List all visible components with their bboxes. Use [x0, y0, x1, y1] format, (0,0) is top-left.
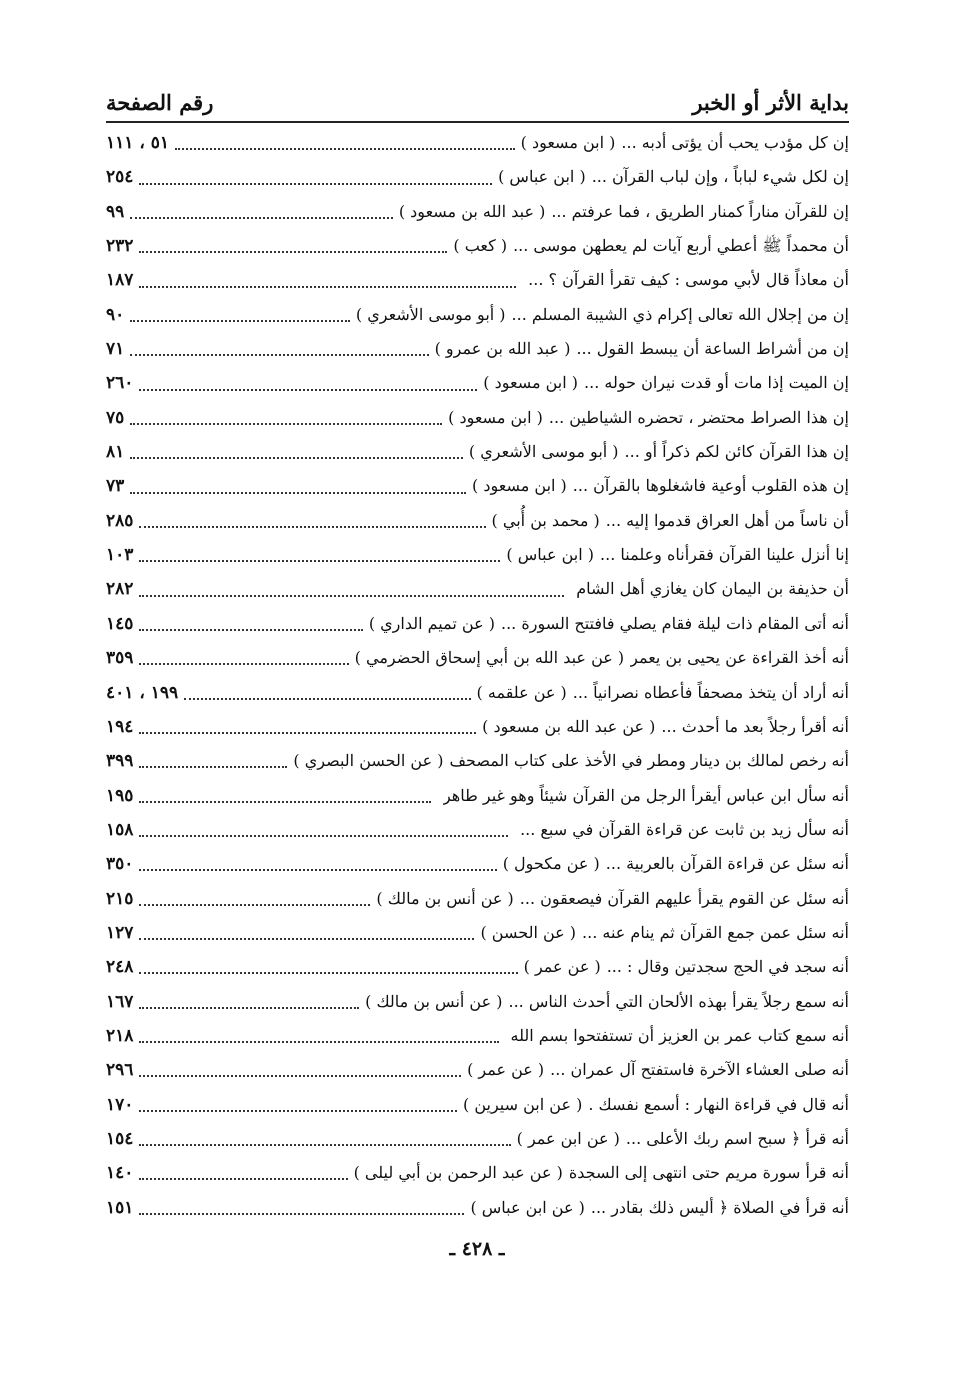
- entry-source: ( عن عبد الله بن أبي إسحاق الحضرمي ): [354, 648, 625, 668]
- index-entry: [106, 985, 849, 1019]
- entry-text: أن محمداً ﷺ أعطي أربع آيات لم يعطهن موسى ...: [513, 236, 849, 256]
- entry-text: أنه رخص لمالك بن دينار ومطر في الأخذ على كتاب المصحف: [449, 751, 849, 771]
- entry-source: ( عن عمر ): [467, 1060, 545, 1080]
- index-entry: [106, 779, 849, 813]
- entry-page-number: ١٢٧: [106, 922, 134, 943]
- index-entry: [106, 950, 849, 984]
- index-entry: [106, 469, 849, 503]
- entry-text: أنه سمع كتاب عمر بن العزيز أن تستفتحوا بسم الله: [510, 1025, 849, 1045]
- dot-leader: [139, 183, 492, 185]
- dot-leader: [139, 904, 370, 906]
- entry-page-number: ٢٩٦: [106, 1060, 134, 1081]
- dot-leader: [139, 526, 485, 528]
- entry-source: ( عن أنس بن مالك ): [376, 888, 514, 908]
- dot-leader: [130, 492, 466, 494]
- dot-leader: [139, 1144, 510, 1146]
- entry-text: أنه سئل عن قراءة القرآن بالعربية ...: [605, 854, 849, 874]
- index-entry: [106, 435, 849, 469]
- index-entry: [106, 1053, 849, 1087]
- entry-page-number: ٢٣٢: [106, 236, 134, 257]
- entry-text: أنه سأل ابن عباس أيقرأ الرجل من القرآن شيئاً وهو غير طاهر: [442, 785, 849, 805]
- entry-page-number: ٧٥: [106, 407, 125, 428]
- index-entry: [106, 263, 849, 297]
- dot-leader: [139, 663, 348, 665]
- entry-text: إن للقرآن مناراً كمنار الطريق ، فما عرفتم ...: [551, 201, 849, 221]
- index-entry: [106, 160, 849, 194]
- dot-leader: [139, 766, 287, 768]
- index-entry: [106, 1191, 849, 1225]
- entry-page-number: ١٤٥: [106, 613, 134, 634]
- entry-text: أنه سأل زيد بن ثابت عن قراءة القرآن في سبع ...: [520, 819, 849, 839]
- index-entry: [106, 195, 849, 229]
- index-entry: [106, 676, 849, 710]
- entry-text: إن من أشراط الساعة أن يبسط القول ...: [576, 339, 849, 359]
- entry-text: إن من إجلال الله تعالى إكرام ذي الشيبة المسلم ...: [511, 304, 849, 324]
- entry-text: أنه أقرأ رجلاً بعد ما أحدث ...: [661, 716, 849, 736]
- entry-source: ( أبو موسى الأشعري ): [355, 304, 506, 324]
- entry-page-number: ٣٥٩: [106, 648, 134, 669]
- column-title: بداية الأثر أو الخبر: [692, 89, 849, 115]
- entry-source: ( عن عبد الرحمن بن أبي ليلى ): [353, 1163, 563, 1183]
- entry-page-number: ٢١٥: [106, 888, 134, 909]
- entry-text: أنه قال في قراءة النهار : أسمع نفسك .: [588, 1094, 849, 1114]
- entry-source: ( عن أنس بن مالك ): [365, 991, 503, 1011]
- index-entry: [106, 641, 849, 675]
- dot-leader: [139, 972, 517, 974]
- entry-text: أنه سجد في الحج سجدتين وقال : ...: [606, 957, 849, 977]
- entry-page-number: ٢٥٤: [106, 167, 134, 188]
- dot-leader: [130, 457, 463, 459]
- dot-leader: [139, 835, 508, 837]
- entry-page-number: ٨١: [106, 442, 125, 463]
- entry-text: أن ناساً من أهل العراق قدموا إليه ...: [605, 510, 849, 530]
- page-header: [106, 84, 849, 120]
- index-entry: [106, 847, 849, 881]
- entry-source: ( عن عبد الله بن مسعود ): [482, 716, 656, 736]
- entry-page-number: ١٩٤: [106, 716, 134, 737]
- dot-leader: [139, 1178, 347, 1180]
- entry-page-number: ٢٨٢: [106, 579, 134, 600]
- entry-page-number: ١٥٨: [106, 819, 134, 840]
- entry-source: ( عن عمر ): [523, 957, 601, 977]
- entry-text: أنه سمع رجلاً يقرأ بهذه الألحان التي أحدث الناس ...: [508, 991, 849, 1011]
- entry-text: إن كل مؤدب يحب أن يؤتى أدبه ...: [621, 133, 849, 152]
- entry-page-number: ٣٥٠: [106, 854, 134, 875]
- dot-leader: [139, 251, 447, 253]
- entry-page-number: ٩٠: [106, 304, 125, 325]
- index-entry: [106, 882, 849, 916]
- entry-text: إن الميت إذا مات أو قدت نيران حوله ...: [584, 373, 849, 393]
- entry-page-number: ١٤٠: [106, 1163, 134, 1184]
- entry-text: أنه قرأ في الصلاة ﴿ أليس ذلك بقادر ...: [590, 1197, 849, 1217]
- entry-source: ( ابن مسعود ): [472, 476, 567, 496]
- dot-leader: [139, 629, 362, 631]
- dot-leader: [139, 1213, 464, 1215]
- dot-leader: [139, 560, 500, 562]
- entry-page-number: ١٠٣: [106, 545, 134, 566]
- index-entry: [106, 332, 849, 366]
- entry-page-number: ٧١: [106, 339, 125, 360]
- dot-leader: [139, 1110, 457, 1112]
- entry-page-number: ٢١٨: [106, 1025, 134, 1046]
- entry-page-number: ٩٩: [106, 201, 125, 222]
- entry-source: ( ابن عباس ): [498, 167, 586, 187]
- entry-page-number: ٣٩٩: [106, 751, 134, 772]
- dot-leader: [184, 698, 470, 700]
- dot-leader: [139, 389, 477, 391]
- entry-page-number: ١٥١: [106, 1197, 134, 1218]
- index-entry: [106, 710, 849, 744]
- entry-source: ( ابن عباس ): [506, 545, 595, 565]
- dot-leader: [139, 801, 431, 803]
- dot-leader: [130, 354, 428, 356]
- entry-source: ( عن تميم الداري ): [368, 613, 495, 633]
- index-entry: [106, 813, 849, 847]
- dot-leader: [139, 732, 476, 734]
- dot-leader: [130, 217, 393, 219]
- entry-page-number: ٢٨٥: [106, 510, 134, 531]
- index-entry: [106, 126, 849, 160]
- entry-text: إن هذا القرآن كائن لكم ذكراً أو ...: [624, 442, 849, 462]
- entry-source: ( ابن مسعود ): [520, 133, 616, 152]
- index-entry: [106, 1088, 849, 1122]
- entry-source: ( عن ابن عمر ): [516, 1128, 620, 1148]
- entry-source: ( ابن مسعود ): [483, 373, 579, 393]
- entry-text: أنه أراد أن يتخذ مصحفاً فأعطاه نصرانياً ...: [572, 682, 849, 702]
- entry-text: أنه صلى العشاء الآخرة فاستفتح آل عمران ...: [550, 1060, 849, 1080]
- entry-text: إنا أنزل علينا القرآن فقرأناه وعلمنا ...: [600, 545, 849, 565]
- index-entry: [106, 229, 849, 263]
- page-number: ـ ٤٢٨ ـ: [449, 1238, 505, 1260]
- index-list: [106, 126, 849, 1225]
- index-entry: [106, 504, 849, 538]
- entry-text: أنه سئل عن القوم يقرأ عليهم القرآن فيصعقون ...: [519, 888, 849, 908]
- entry-source: ( كعب ): [453, 236, 508, 256]
- index-entry: [106, 572, 849, 606]
- entry-source: ( عن ابن عباس ): [470, 1197, 585, 1217]
- dot-leader: [175, 148, 515, 150]
- index-entry: [106, 366, 849, 400]
- entry-page-number: ١٩٥: [106, 785, 134, 806]
- index-entry: [106, 1019, 849, 1053]
- entry-page-number: ٢٤٨: [106, 957, 134, 978]
- entry-source: ( أبو موسى الأشعري ): [468, 442, 619, 462]
- entry-text: أنه أتى المقام ذات ليلة فقام يصلي فافتتح السورة ...: [500, 613, 849, 633]
- index-entry: [106, 401, 849, 435]
- index-entry: [106, 607, 849, 641]
- entry-page-number: ١٧٠: [106, 1094, 134, 1115]
- entry-text: إن هذا الصراط محتضر ، تحضره الشياطين ...: [548, 407, 849, 427]
- entry-source: ( عبد الله بن عمرو ): [434, 339, 571, 359]
- index-entry: [106, 1156, 849, 1190]
- entry-text: إن هذه القلوب أوعية فاشغلوها بالقرآن ...: [572, 476, 849, 496]
- index-entry: [106, 538, 849, 572]
- entry-source: ( عن ابن سيرين ): [463, 1094, 583, 1114]
- dot-leader: [139, 1007, 359, 1009]
- index-entry: [106, 298, 849, 332]
- entry-text: أن معاذاً قال لأبي موسى : كيف تقرأ القرآن ؟ ...: [528, 270, 849, 290]
- entry-source: ( عبد الله بن مسعود ): [398, 201, 546, 221]
- entry-source: ( ابن مسعود ): [448, 407, 543, 427]
- dot-leader: [139, 1041, 498, 1043]
- index-entry: [106, 1122, 849, 1156]
- entry-source: ( محمد بن أُبي ): [491, 510, 600, 530]
- header-rule: [106, 121, 849, 123]
- entry-source: ( عن الحسن البصري ): [293, 751, 444, 771]
- entry-page-number: ١٥٤: [106, 1128, 134, 1149]
- entry-text: أن حذيفة بن اليمان كان يغازي أهل الشام: [576, 579, 849, 599]
- dot-leader: [130, 320, 350, 322]
- dot-leader: [130, 423, 442, 425]
- entry-page-number: ١٨٧: [106, 270, 134, 291]
- dot-leader: [139, 1075, 461, 1077]
- dot-leader: [139, 286, 516, 288]
- entry-text: أنه أخذ القراءة عن يحيى بن يعمر: [630, 648, 849, 668]
- entry-page-number: ٢٦٠: [106, 373, 134, 394]
- index-entry: [106, 744, 849, 778]
- entry-page-number: ٧٣: [106, 476, 125, 497]
- entry-text: إن لكل شيء لباباً ، وإن لباب القرآن ...: [591, 167, 849, 187]
- entry-page-number: ١٦٧: [106, 991, 134, 1012]
- entry-source: ( عن مكحول ): [502, 854, 600, 874]
- entry-text: أنه قرأ سورة مريم حتى انتهى إلى السجدة: [568, 1163, 849, 1183]
- page-number-column-title: رقم الصفحة: [106, 89, 214, 115]
- entry-page-number: ٥١ ، ١١١: [106, 133, 169, 153]
- dot-leader: [139, 869, 496, 871]
- dot-leader: [139, 938, 474, 940]
- dot-leader: [139, 595, 564, 597]
- entry-page-number: ١٩٩ ، ٤٠١: [106, 682, 179, 703]
- entry-source: ( عن علقمه ): [476, 682, 567, 702]
- entry-source: ( عن الحسن ): [480, 922, 577, 942]
- entry-text: أنه قرأ ﴿ سبح اسم ربك الأعلى ...: [625, 1128, 849, 1148]
- index-entry: [106, 916, 849, 950]
- entry-text: أنه سئل عمن جمع القرآن ثم ينام عنه ...: [582, 922, 849, 942]
